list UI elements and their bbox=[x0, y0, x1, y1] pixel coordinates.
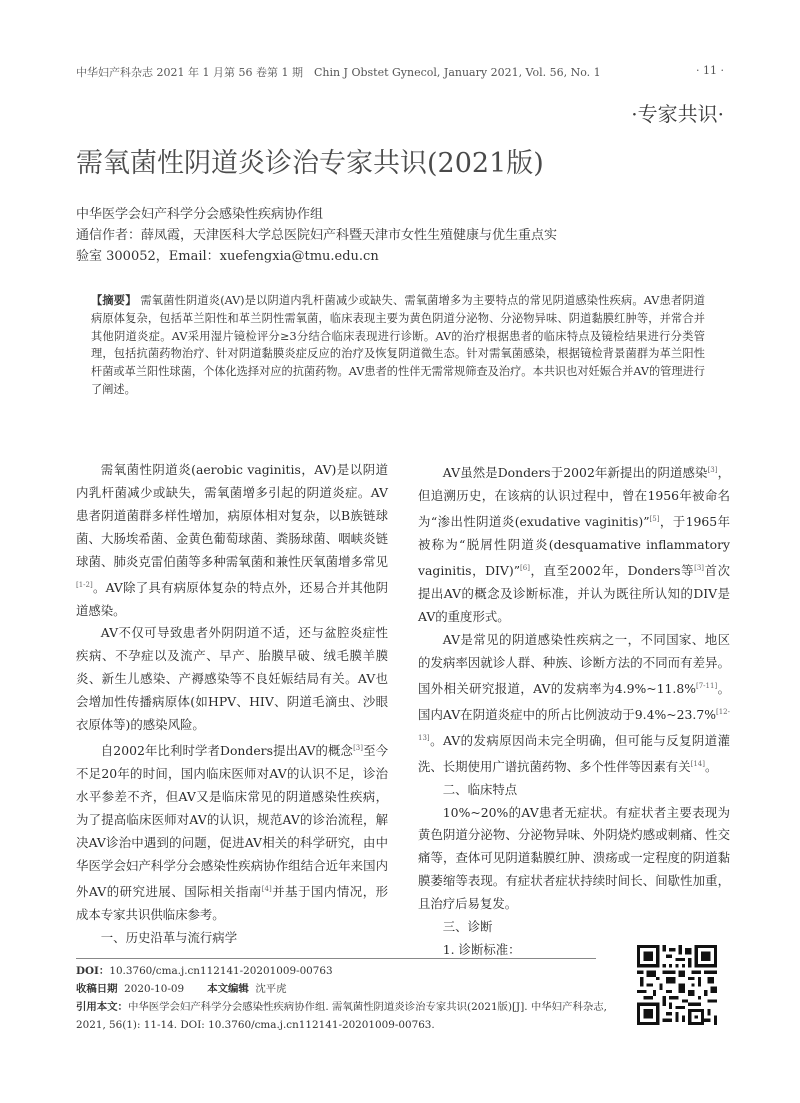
doi-label: DOI： bbox=[76, 965, 110, 977]
text-run: 至今不足20年的时间，国内临床医师对AV的认识不足，诊治水平参差不齐，但AV又是临床常见的阴道感染性疾病，为了提高临床医师对AV的认识，规范AV的诊治流程，解决AV诊治中遇到的问题，促进AV相关的科学研究，由中华医学会妇产科学分会感染性疾病协作组结合近年来国内外AV的研究进展、国际相关指南 bbox=[76, 743, 389, 899]
running-header: 中华妇产科杂志 2021 年 1 月第 56 卷第 1 期 Chin J Obstet Gynecol, January 2021, Vol. 56, No. 1 bbox=[76, 66, 601, 79]
body-column-left bbox=[76, 459, 388, 949]
citation: [6] bbox=[520, 563, 530, 572]
section-heading: 一、历史沿革与流行病学 bbox=[100, 929, 238, 945]
paragraph: AV不仅可导致患者外阴阴道不适，还与盆腔炎症性疾病、不孕症以及流产、早产、胎膜早破、绒毛膜羊膜炎、新生儿感染、产褥感染等不良妊娠结局有关。AV也会增加性传播病原体(如HPV、HIV、阴道毛滴虫、沙眼衣原体等)的感染风险。 bbox=[76, 625, 388, 733]
citation: [7-11] bbox=[696, 681, 718, 690]
editor-label: 本文编辑 bbox=[207, 983, 249, 995]
text-run: AV是常见的阴道感染性疾病之一，不同国家、地区的发病率因就诊人群、种族、诊断方法的不同而有差异。国外相关研究报道，AV的发病率为4.9%~11.8% bbox=[418, 631, 730, 696]
text-run: 。AV的发病原因尚未完全明确，但可能与反复阴道灌洗、长期使用广谱抗菌药物、多个性伴等因素有关 bbox=[418, 732, 730, 774]
citation: [14] bbox=[690, 759, 705, 768]
page-number: · 11 · bbox=[696, 64, 724, 77]
received-date: 2020-10-09 bbox=[124, 983, 185, 995]
cite-label: 引用本文： bbox=[76, 1001, 128, 1013]
citation: [4] bbox=[261, 884, 272, 893]
section-heading: 二、临床特点 bbox=[442, 781, 518, 797]
citation: [1-2] bbox=[76, 580, 93, 589]
footer-divider bbox=[76, 958, 596, 959]
footer-notes bbox=[76, 962, 636, 1034]
received-label: 收稿日期 bbox=[76, 983, 118, 995]
text-run: AV虽然是Donders于2002年新提出的阴道感染 bbox=[442, 465, 708, 481]
citation: [3] bbox=[353, 744, 363, 752]
editor-name: 沈平虎 bbox=[255, 983, 287, 995]
text-run: 并基于国内情况，形成本专家共识供临床参考。 bbox=[76, 883, 389, 922]
citation-line bbox=[76, 998, 636, 1034]
doi-line bbox=[76, 962, 636, 980]
citation: [3] bbox=[694, 563, 705, 572]
text-run: ，但追溯历史，在该病的认识过程中，曾在1956年被命名为“渗出性阴道炎(exudative vaginitis)” bbox=[418, 465, 731, 530]
abstract-label: 【摘要】 bbox=[91, 293, 137, 307]
text-run: 。国内AV在阴道炎症中的所占比例波动于9.4%~23.7% bbox=[418, 680, 730, 722]
body-column-right bbox=[418, 459, 730, 962]
paragraph: 10%~20%的AV患者无症状。有症状者主要表现为黄色阴道分泌物、分泌物异味、外阴烧灼感或刺痛、性交痛等，查体可见阴道黏膜红肿、溃疡或一定程度的阴道黏膜萎缩等表现。有症状者症状持续时间长、间歇性加重，且治疗后易复发。 bbox=[418, 804, 730, 912]
abstract-text: 需氧菌性阴道炎(AV)是以阴道内乳杆菌减少或缺失、需氧菌增多为主要特点的常见阴道感染性疾病。AV患者阴道病原体复杂，包括革兰阳性和革兰阴性需氧菌，临床表现主要为黄色阴道分泌物、分泌物异味、阴道黏膜红肿等，并常合并其他阴道炎症。AV采用湿片镜检评分≥3分结合临床表现进行诊断。AV的治疗根据患者的临床特点及镜检结果进行分类管理，包括抗菌药物治疗、针对阴道黏膜炎症反应的治疗及恢复阴道微生态。针对需氧菌感染，根据镜检背景菌群为革兰阳性杆菌或革兰阳性球菌，个体化选择对应的抗菌药物。AV患者的性伴无需常规筛查及治疗。本共识也对妊娠合并AV的管理进行了阐述。 bbox=[91, 294, 705, 396]
section-heading: 三、诊断 bbox=[442, 919, 493, 935]
text-run: 首次提出AV的概念及诊断标准，并认为既往所认知的DIV是AV的重度形式。 bbox=[418, 563, 730, 624]
paragraph bbox=[418, 629, 730, 779]
citation: [3] bbox=[707, 466, 718, 474]
received-line bbox=[76, 980, 636, 998]
cite-text: 中华医学会妇产科学分会感染性疾病协作组. 需氧菌性阴道炎诊治专家共识(2021版)[J]. 中华妇产科杂志, 2021, 56(1): 11-14. DOI: 10.3760/cma.j.cn112141-20201009-00763. bbox=[76, 1001, 607, 1031]
subsection-heading: 1. 诊断标准： bbox=[442, 942, 521, 957]
paragraph bbox=[76, 737, 388, 927]
doi-link[interactable]: 10.3760/cma.j.cn112141-20201009-00763 bbox=[109, 965, 333, 977]
text-run: 。AV除了具有病原体复杂的特点外，还易合并其他阴道感染。 bbox=[76, 579, 388, 618]
citation: [12-13] bbox=[418, 707, 730, 742]
section-tag: ·专家共识· bbox=[631, 102, 724, 126]
citation: [5] bbox=[649, 514, 660, 523]
author-organization: 中华医学会妇产科学分会感染性疾病协作组 bbox=[76, 207, 324, 222]
correspondence-line-1: 通信作者：薛凤霞，天津医科大学总医院妇产科暨天津市女性生殖健康与优生重点实 bbox=[76, 228, 558, 243]
article-title: 需氧菌性阴道炎诊治专家共识(2021版) bbox=[76, 148, 544, 179]
text-run: 自2002年比利时学者Donders提出AV的概念 bbox=[100, 743, 354, 759]
text-run: ，于1965年被称为“脱屑性阴道炎(desquamative inflammatory vaginitis，DIV)” bbox=[418, 514, 730, 578]
text-run: ，直至2002年，Donders等 bbox=[529, 563, 695, 578]
paragraph bbox=[76, 459, 388, 622]
correspondence-line-2: 验室 300052，Email：xuefengxia@tmu.edu.cn bbox=[76, 249, 379, 264]
paragraph bbox=[418, 459, 730, 629]
author-block bbox=[76, 204, 716, 267]
abstract bbox=[91, 292, 705, 399]
text-run: 需氧菌性阴道炎(aerobic vaginitis，AV)是以阴道内乳杆菌减少或缺失，需氧菌增多引起的阴道炎症。AV患者阴道菌群多样性增加，病原体相对复杂，以B族链球菌、大肠埃希菌、金黄色葡萄球菌、粪肠球菌、咽峡炎链球菌、肺炎克雷伯菌等多种需氧菌和兼性厌氧菌增多常见 bbox=[76, 462, 388, 569]
text-run: 。 bbox=[704, 758, 718, 774]
qr-code-icon bbox=[637, 945, 717, 1025]
